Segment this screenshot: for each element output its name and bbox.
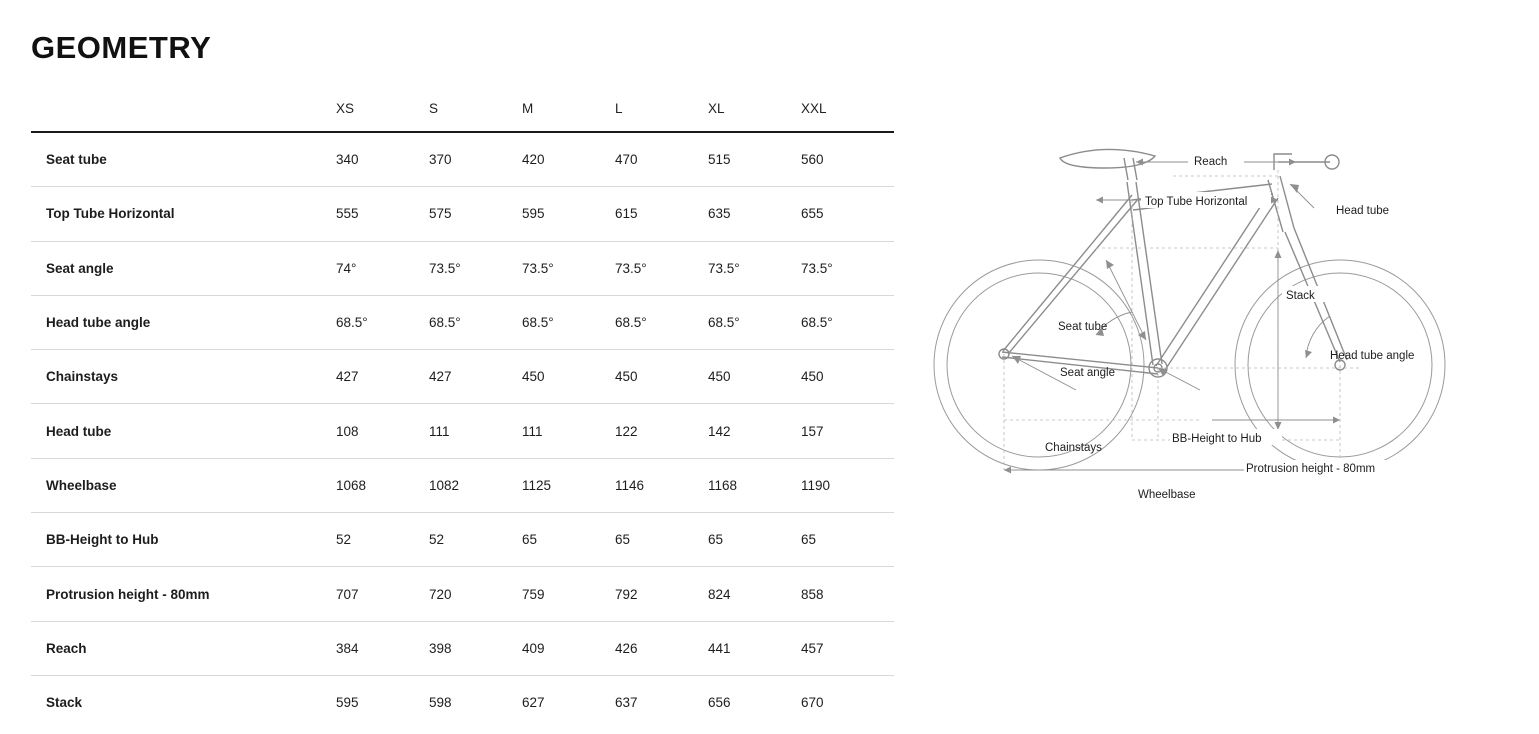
label-bb-height-to-hub: BB-Height to Hub xyxy=(1172,433,1262,445)
cell-value: 340 xyxy=(336,132,429,187)
cell-value: 73.5° xyxy=(429,241,522,295)
construction-lines xyxy=(1004,170,1360,470)
cell-value: 68.5° xyxy=(336,295,429,349)
cell-value: 52 xyxy=(429,513,522,567)
label-seat-tube: Seat tube xyxy=(1058,321,1108,333)
cell-value: 1168 xyxy=(708,458,801,512)
table-row xyxy=(31,404,894,458)
page-title: GEOMETRY xyxy=(31,30,212,65)
cell-value: 655 xyxy=(801,187,894,241)
label-reach: Reach xyxy=(1194,156,1228,168)
label-seat-angle: Seat angle xyxy=(1060,367,1115,379)
cell-value: 420 xyxy=(522,132,615,187)
cell-value: 409 xyxy=(522,621,615,675)
cell-value: 598 xyxy=(429,695,452,711)
label-protrusion-height: Protrusion height - 80mm xyxy=(1246,463,1376,475)
cell-value: 52 xyxy=(336,513,429,567)
row-label: BB-Height to Hub xyxy=(31,513,336,567)
cell-value: 157 xyxy=(801,404,894,458)
table-row xyxy=(31,295,894,349)
cell-value: 707 xyxy=(336,567,429,621)
cell-value: 470 xyxy=(615,132,708,187)
cell-value: 450 xyxy=(708,350,801,404)
table-row xyxy=(31,675,894,729)
row-label: Wheelbase xyxy=(31,458,336,512)
cell-value: 515 xyxy=(708,132,801,187)
table-row xyxy=(31,567,894,621)
table-row xyxy=(31,132,894,187)
rear-tire xyxy=(934,260,1144,470)
cell-value: 427 xyxy=(429,350,522,404)
cell-value: 457 xyxy=(801,621,894,675)
cell-value: 65 xyxy=(522,513,615,567)
label-wheelbase: Wheelbase xyxy=(1138,489,1196,501)
cell-value: 858 xyxy=(801,567,894,621)
row-label: Stack xyxy=(46,695,83,711)
cell-value: 656 xyxy=(708,695,731,711)
cell-value: 111 xyxy=(429,404,522,458)
cell-value: 1068 xyxy=(336,458,429,512)
label-head-tube-angle: Head tube angle xyxy=(1330,350,1415,362)
cell-value: 65 xyxy=(801,513,894,567)
cell-value: 759 xyxy=(522,567,615,621)
table-corner-cell xyxy=(31,86,336,132)
cell-value: 1146 xyxy=(615,458,708,512)
row-label: Seat tube xyxy=(31,132,336,187)
cell-value: 65 xyxy=(615,513,708,567)
cell-value: 108 xyxy=(336,404,429,458)
cell-value: 670 xyxy=(801,695,824,711)
row-label: Protrusion height - 80mm xyxy=(31,567,336,621)
table-header-row xyxy=(31,86,894,132)
cell-value: 637 xyxy=(615,695,638,711)
cell-value: 68.5° xyxy=(429,295,522,349)
geometry-table xyxy=(31,86,894,729)
label-top-tube-horizontal: Top Tube Horizontal xyxy=(1145,196,1248,208)
table-body xyxy=(31,132,894,729)
cell-value: 73.5° xyxy=(522,241,615,295)
cell-value: 1125 xyxy=(522,458,615,512)
cell-value: 65 xyxy=(708,513,801,567)
cell-value: 1190 xyxy=(801,458,894,512)
column-header-s: S xyxy=(429,86,522,132)
cell-value: 595 xyxy=(522,187,615,241)
cell-value: 450 xyxy=(801,350,894,404)
cell-value: 824 xyxy=(708,567,801,621)
row-label: Top Tube Horizontal xyxy=(31,187,336,241)
table-header xyxy=(31,86,894,132)
geometry-table-container xyxy=(31,86,880,729)
cell-value: 370 xyxy=(429,132,522,187)
column-header-xxl: XXL xyxy=(801,86,894,132)
cell-value: 111 xyxy=(522,404,615,458)
cell-value: 68.5° xyxy=(615,295,708,349)
cell-value: 73.5° xyxy=(708,241,801,295)
row-label: Chainstays xyxy=(31,350,336,404)
cell-value: 595 xyxy=(336,695,359,711)
row-label: Head tube xyxy=(31,404,336,458)
column-header-m: M xyxy=(522,86,615,132)
cell-value: 792 xyxy=(615,567,708,621)
cell-value: 74° xyxy=(336,241,429,295)
cell-value: 426 xyxy=(615,621,708,675)
table-row xyxy=(31,621,894,675)
column-header-l: L xyxy=(615,86,708,132)
cell-value: 615 xyxy=(615,187,708,241)
row-label: Reach xyxy=(31,621,336,675)
rear-rim xyxy=(947,273,1131,457)
cell-value: 560 xyxy=(801,132,894,187)
column-header-xl: XL xyxy=(708,86,801,132)
cell-value: 73.5° xyxy=(801,241,894,295)
table-row xyxy=(31,187,894,241)
cell-value: 68.5° xyxy=(801,295,894,349)
cell-value: 122 xyxy=(615,404,708,458)
cell-value: 627 xyxy=(522,695,545,711)
row-label: Seat angle xyxy=(31,241,336,295)
cell-value: 450 xyxy=(522,350,615,404)
column-header-xs: XS xyxy=(336,86,429,132)
label-stack: Stack xyxy=(1286,290,1315,302)
cell-value: 575 xyxy=(429,187,522,241)
table-row xyxy=(31,458,894,512)
cell-value: 450 xyxy=(615,350,708,404)
cell-value: 142 xyxy=(708,404,801,458)
table-row xyxy=(31,350,894,404)
cell-value: 555 xyxy=(336,187,429,241)
cell-value: 441 xyxy=(708,621,801,675)
table-row xyxy=(31,513,894,567)
cell-value: 1082 xyxy=(429,458,522,512)
cell-value: 720 xyxy=(429,567,522,621)
cell-value: 427 xyxy=(336,350,429,404)
bicycle-geometry-diagram xyxy=(900,140,1530,540)
cell-value: 73.5° xyxy=(615,241,708,295)
cell-value: 384 xyxy=(336,621,429,675)
table-row xyxy=(31,241,894,295)
cell-value: 68.5° xyxy=(708,295,801,349)
cell-value: 398 xyxy=(429,621,522,675)
label-head-tube: Head tube xyxy=(1336,205,1390,217)
label-chainstays: Chainstays xyxy=(1045,442,1102,454)
frame-outline xyxy=(999,149,1347,377)
cell-value: 635 xyxy=(708,187,801,241)
cell-value: 68.5° xyxy=(522,295,615,349)
row-label: Head tube angle xyxy=(31,295,336,349)
